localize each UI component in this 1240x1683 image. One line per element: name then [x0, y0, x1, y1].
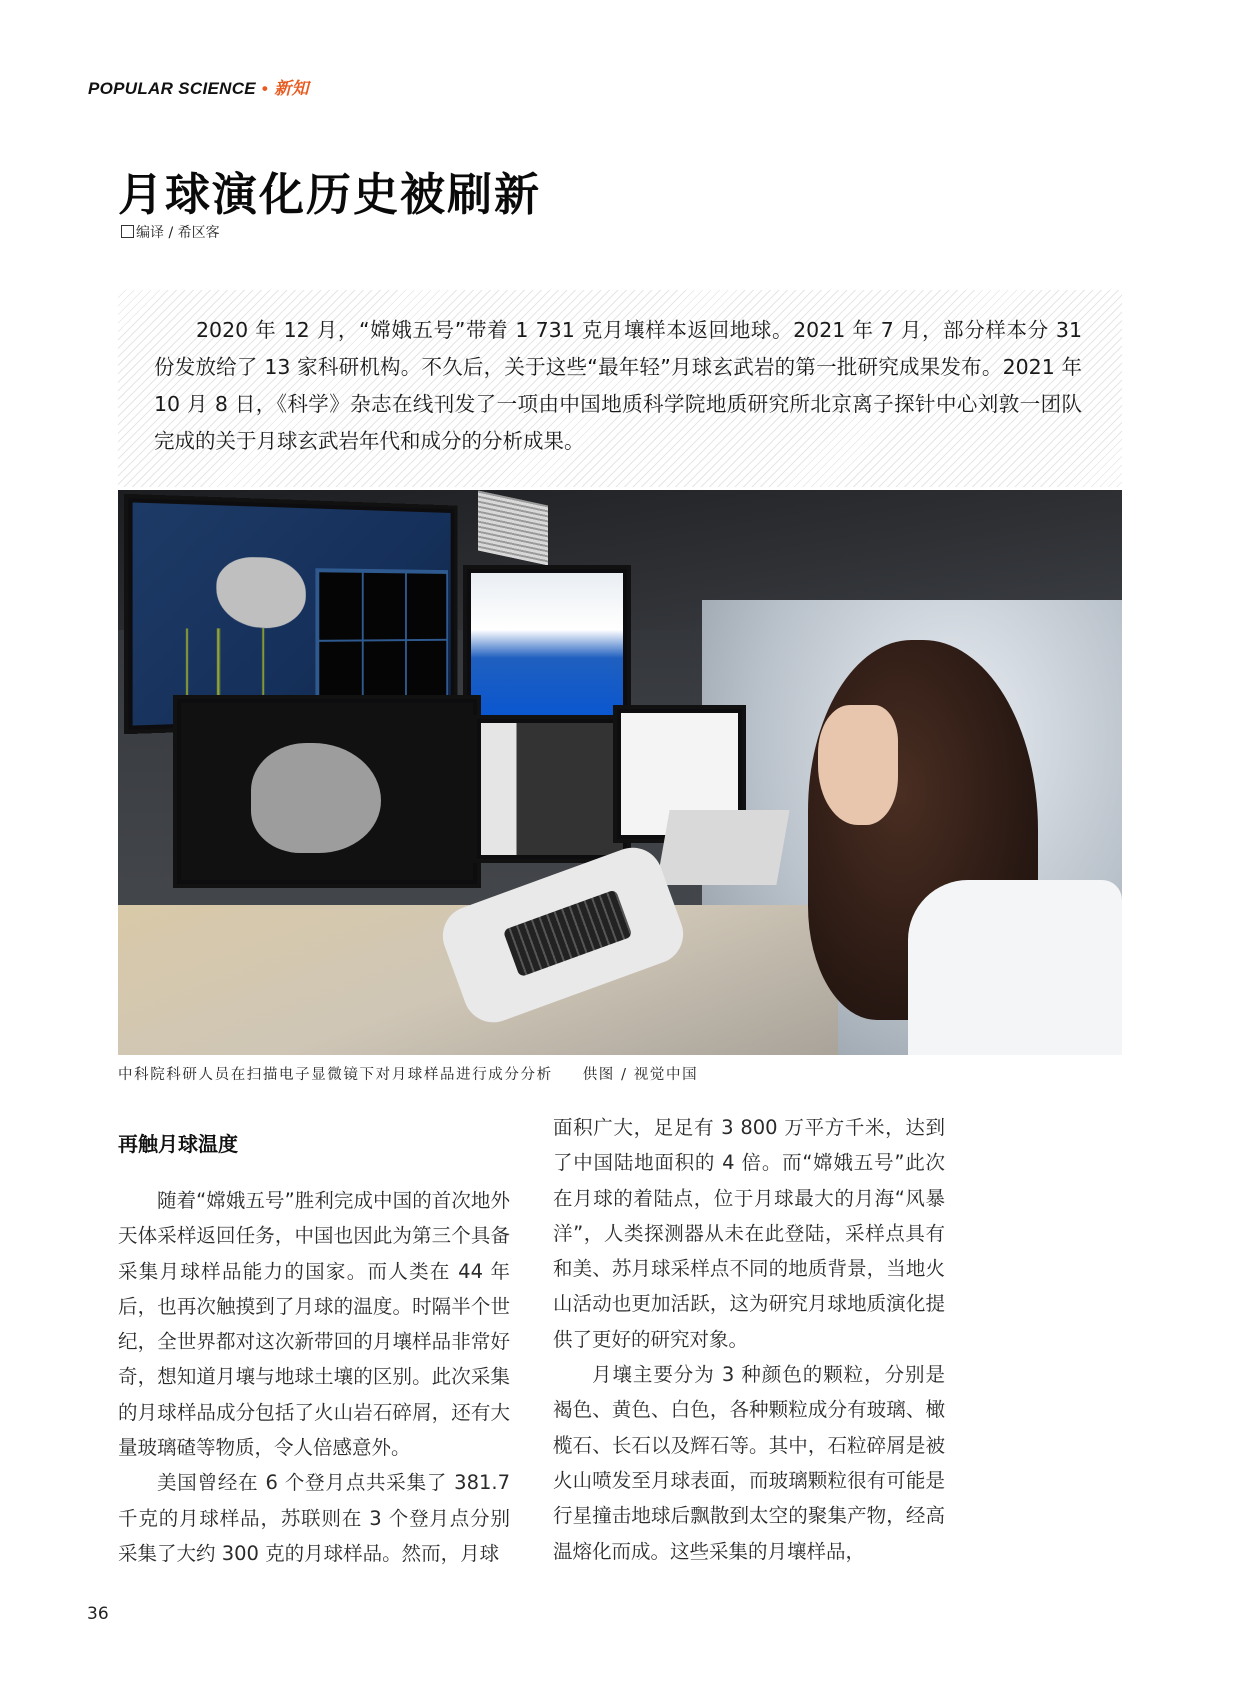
photo-researcher-face — [818, 705, 898, 825]
section-tag — [88, 74, 309, 99]
photo-researcher-coat — [908, 880, 1122, 1055]
body-paragraph: 月壤主要分为 3 种颜色的颗粒，分别是褐色、黄色、白色，各种颗粒成分有玻璃、橄榄石、长石以及辉石等。其中，石粒碎屑是被火山喷发至月球表面，而玻璃颗粒很有可能是行星撞击地球后飘散到太空的聚集产物，经高温熔化而成。这些采集的月壤样品， — [553, 1363, 945, 1563]
square-bullet-icon — [121, 225, 134, 238]
caption-text: 中科院科研人员在扫描电子显微镜下对月球样品进行成分分析 — [118, 1067, 553, 1083]
body-paragraph: 美国曾经在 6 个登月点共采集了 381.7 千克的月球样品，苏联则在 3 个登月点分别采集了大约 300 克的月球样品。然而，月球 — [118, 1471, 510, 1565]
body-paragraph: 随着“嫦娥五号”胜利完成中国的首次地外天体采样返回任务，中国也因此为第三个具备采集月球样品能力的国家。而人类在 44 年后，也再次触摸到了月球的温度。时隔半个世纪，全世界都对这次新带回的月壤样品非常好奇，想知道月壤与地球土壤的区别。此次采集的月球样品成分包括了火山岩石碎屑，还有大量玻璃碴等物质，令人倍感意外。 — [118, 1189, 510, 1460]
body-column-right — [553, 1110, 945, 1569]
body-paragraph: 面积广大，足足有 3 800 万平方千米，达到了中国陆地面积的 4 倍。而“嫦娥五号”此次在月球的着陆点，位于月球最大的月海“风暴洋”，人类探测器从未在此登陆，采样点具有和美、苏月球采样点不同的地质背景，当地火山活动也更加活跃，这为研究月球地质演化提供了更好的研究对象。 — [553, 1116, 945, 1351]
photo-monitor-windows — [463, 565, 631, 723]
photo-monitor-sem-image — [173, 695, 481, 888]
article-photo — [118, 490, 1122, 1055]
photo-monitor-chamber — [473, 715, 631, 863]
section-label-cn: 新知 — [274, 79, 309, 98]
body-column-left — [118, 1183, 510, 1571]
photo-credit: 供图 / 视觉中国 — [582, 1067, 699, 1083]
separator-dot: • — [261, 79, 269, 98]
section-subheading: 再触月球温度 — [118, 1132, 238, 1156]
article-title: 月球演化历史被刷新 — [118, 168, 542, 221]
page-number: 36 — [87, 1604, 109, 1624]
lead-box — [118, 290, 1122, 487]
photo-laptop — [656, 810, 789, 885]
lead-paragraph: 2020 年 12 月，“嫦娥五号”带着 1 731 克月壤样本返回地球。2021 年 7 月，部分样本分 31 份发放给了 13 家科研机构。不久后，关于这些“最年轻”月球玄武岩的第一批研究成果发布。2021 年 10 月 8 日，《科学》杂志在线刊发了一项由中国地质科学院地质研究所北京离子探针中心刘敦一团队完成的关于月球玄武岩年代和成分的分析成果。 — [154, 318, 1082, 453]
byline — [121, 222, 220, 242]
section-label-en: POPULAR SCIENCE — [88, 79, 256, 98]
photo-caption — [118, 1063, 698, 1084]
byline-text: 编译 / 希区客 — [136, 225, 220, 241]
